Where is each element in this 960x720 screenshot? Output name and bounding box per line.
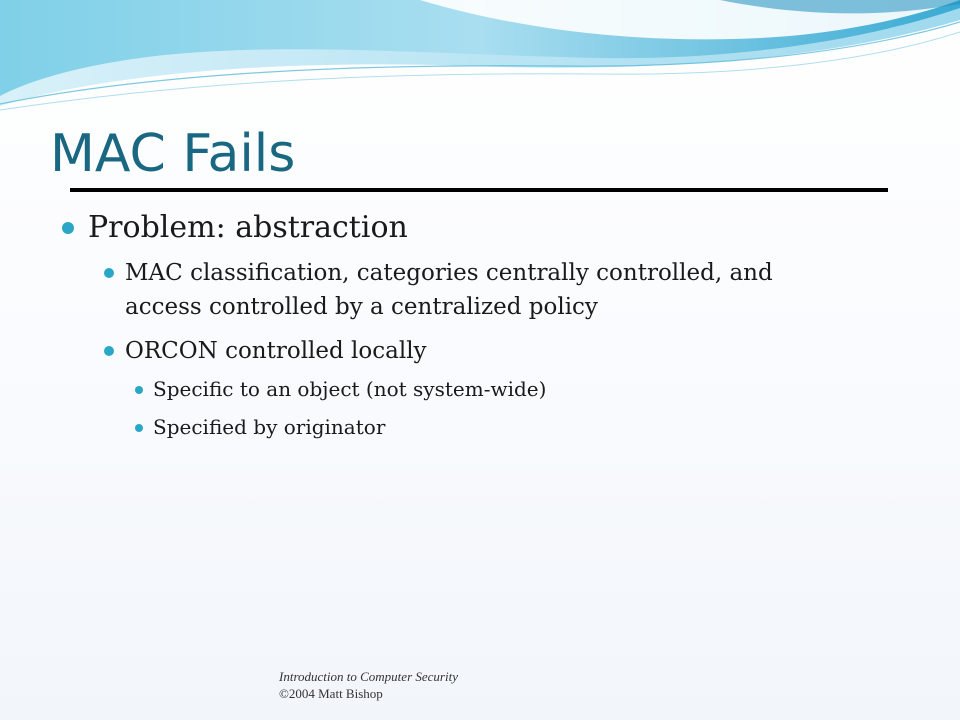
bullet-level2-mac-classification-line1: MAC classification, categories centrally controlled, and: [125, 260, 773, 286]
bullet-level2-mac-classification-line2: access controlled by a centralized policy: [125, 294, 598, 320]
bullet-level3-specified-originator: Specified by originator: [153, 415, 386, 439]
footer-course: Introduction to Computer Security: [279, 669, 458, 684]
bullet-marker-icon: [62, 222, 74, 234]
bullet-marker-icon: [104, 268, 114, 278]
bullet-level1-problem: Problem: abstraction: [88, 210, 408, 245]
slide-title: MAC Fails: [50, 124, 296, 184]
footer-copyright: ©2004 Matt Bishop: [279, 686, 383, 701]
bullet-marker-icon: [135, 386, 143, 394]
bullet-level3-specific-object: Specific to an object (not system-wide): [153, 377, 547, 401]
bullet-marker-icon: [135, 424, 143, 432]
slide-footer: [279, 668, 458, 702]
bullet-level2-orcon: ORCON controlled locally: [125, 338, 427, 364]
bullet-marker-icon: [104, 346, 114, 356]
